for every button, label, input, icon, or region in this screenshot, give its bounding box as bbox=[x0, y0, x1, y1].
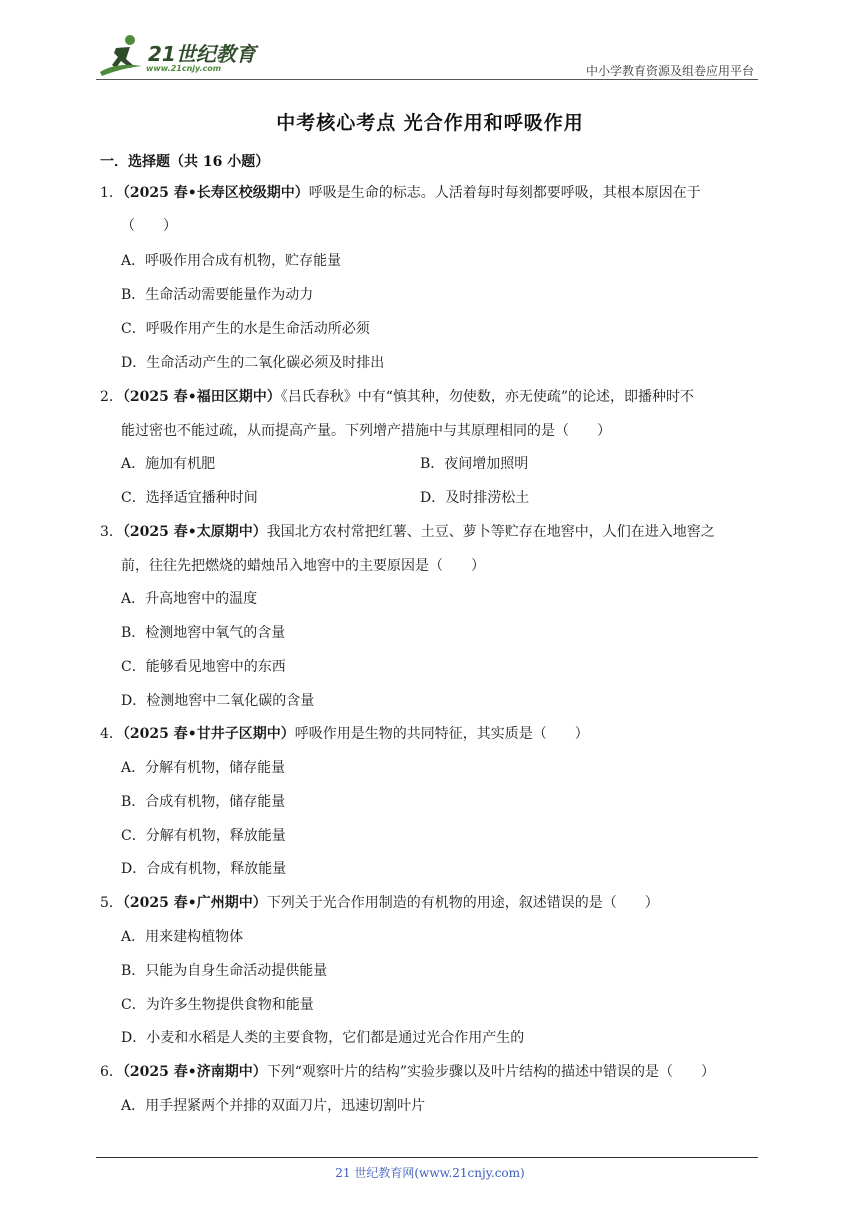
question-text: 呼吸作用是生物的共同特征，其实质是（ ） bbox=[294, 726, 589, 742]
question-2-option-b: B．夜间增加照明 bbox=[420, 456, 529, 472]
question-number: 5． bbox=[100, 895, 123, 911]
question-5-option-a: A．用来建构植物体 bbox=[121, 929, 244, 945]
question-source: （2025 春•广州期中） bbox=[122, 895, 267, 911]
question-4-option-c: C．分解有机物，释放能量 bbox=[121, 828, 286, 844]
question-5-option-c: C．为许多生物提供食物和能量 bbox=[121, 997, 314, 1013]
page-header bbox=[96, 32, 758, 80]
question-3-option-a: A．升高地窖中的温度 bbox=[121, 591, 258, 607]
question-source: （2025 春•甘井子区期中） bbox=[122, 726, 295, 742]
question-2-stem-cont: 能过密也不能过疏，从而提高产量。下列增产措施中与其原理相同的是（ ） bbox=[121, 423, 611, 439]
question-6-option-a: A．用手捏紧两个并排的双面刀片，迅速切割叶片 bbox=[121, 1098, 426, 1114]
footer-divider bbox=[96, 1157, 758, 1158]
question-source: （2025 春•福田区期中） bbox=[122, 389, 281, 405]
site-logo bbox=[96, 32, 266, 78]
page-title: 中考核心考点 光合作用和呼吸作用 bbox=[276, 112, 584, 134]
question-2-option-a: A．施加有机肥 bbox=[121, 456, 216, 472]
logo-text: 21世纪教育 bbox=[148, 42, 256, 66]
question-5-option-d: D．小麦和水稻是人类的主要食物，它们都是通过光合作用产生的 bbox=[121, 1030, 525, 1046]
question-number: 6． bbox=[100, 1064, 123, 1080]
question-1-stem-cont: （ ） bbox=[121, 218, 177, 234]
header-divider bbox=[96, 79, 758, 80]
header-platform-text: 中小学教育资源及组卷应用平台 bbox=[585, 64, 754, 78]
question-1-stem bbox=[100, 183, 701, 203]
question-source: （2025 春•济南期中） bbox=[122, 1064, 267, 1080]
question-source: （2025 春•长寿区校级期中） bbox=[122, 185, 309, 201]
question-3-option-d: D．检测地窖中二氧化碳的含量 bbox=[121, 693, 315, 709]
question-text: 我国北方农村常把红薯、土豆、萝卜等贮存在地窖中，人们在进入地窖之 bbox=[266, 524, 715, 540]
question-3-option-b: B．检测地窖中氧气的含量 bbox=[121, 625, 286, 641]
question-number: 4． bbox=[100, 726, 123, 742]
question-4-stem bbox=[100, 724, 589, 744]
question-text: 下列关于光合作用制造的有机物的用途，叙述错误的是（ ） bbox=[266, 895, 659, 911]
question-4-option-b: B．合成有机物，储存能量 bbox=[121, 794, 286, 810]
question-number: 2． bbox=[100, 389, 123, 405]
question-2-option-c: C．选择适宜播种时间 bbox=[121, 490, 258, 506]
question-4-option-a: A．分解有机物，储存能量 bbox=[121, 760, 286, 776]
question-1-option-b: B．生命活动需要能量作为动力 bbox=[121, 287, 314, 303]
question-3-option-c: C．能够看见地窖中的东西 bbox=[121, 659, 286, 675]
question-source: （2025 春•太原期中） bbox=[122, 524, 267, 540]
question-2-stem bbox=[100, 387, 694, 407]
question-5-stem bbox=[100, 893, 659, 913]
question-5-option-b: B．只能为自身生命活动提供能量 bbox=[121, 963, 328, 979]
question-4-option-d: D．合成有机物，释放能量 bbox=[121, 861, 287, 877]
logo-url: www.21cnjy.com bbox=[146, 64, 222, 73]
question-text: 下列“观察叶片的结构”实验步骤以及叶片结构的描述中错误的是（ ） bbox=[266, 1064, 716, 1080]
question-text: 《吕氏春秋》中有“慎其种，勿使数，亦无使疏”的论述，即播种时不 bbox=[280, 389, 695, 405]
question-1-option-a: A．呼吸作用合成有机物，贮存能量 bbox=[121, 253, 342, 269]
section-heading: 一．选择题（共 16 小题） bbox=[100, 154, 270, 170]
footer-link[interactable]: 21 世纪教育网(www.21cnjy.com) bbox=[335, 1166, 525, 1180]
question-3-stem bbox=[100, 522, 715, 542]
question-1-option-d: D．生命活动产生的二氧化碳必须及时排出 bbox=[121, 355, 385, 371]
question-number: 3． bbox=[100, 524, 123, 540]
question-3-stem-cont: 前，往往先把燃烧的蜡烛吊入地窖中的主要原因是（ ） bbox=[121, 558, 485, 574]
question-1-option-c: C．呼吸作用产生的水是生命活动所必须 bbox=[121, 321, 370, 337]
question-text: 呼吸是生命的标志。人活着每时每刻都要呼吸，其根本原因在于 bbox=[308, 185, 701, 201]
question-6-stem bbox=[100, 1062, 715, 1082]
runner-icon bbox=[96, 32, 146, 78]
question-2-option-d: D．及时排涝松土 bbox=[420, 490, 530, 506]
question-number: 1． bbox=[100, 185, 123, 201]
